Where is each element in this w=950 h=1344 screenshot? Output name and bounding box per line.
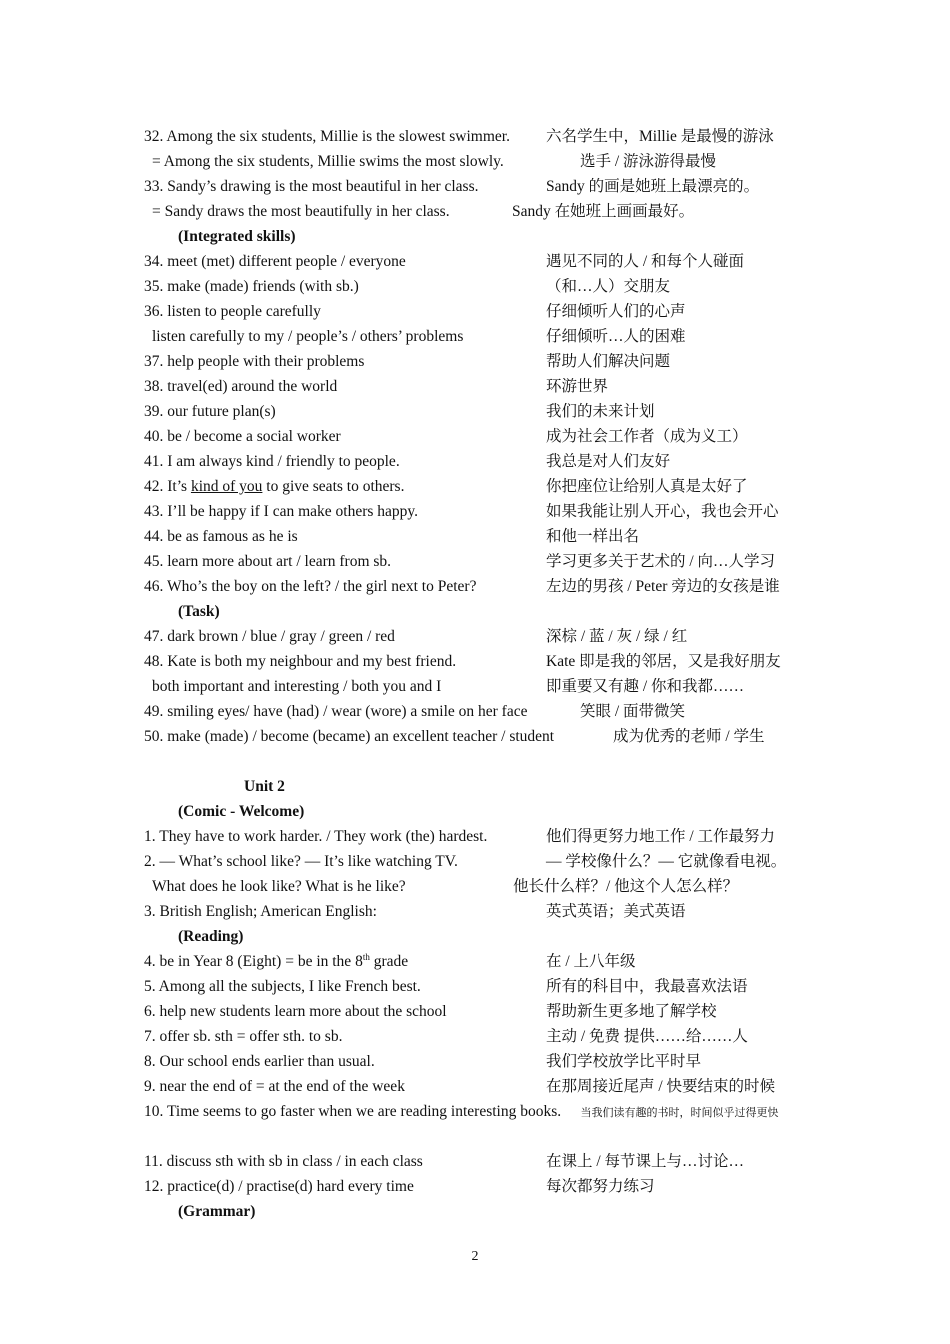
line-48-alt: both important and interesting / both you and I 即重要又有趣 / 你和我都…… <box>152 678 745 695</box>
line-u2-4: 4. be in Year 8 (Eight) = be in the 8th grade 在 / 上八年级 <box>144 951 636 970</box>
line-41: 41. I am always kind / friendly to people. 我总是对人们友好 <box>144 453 671 470</box>
page-number: 2 <box>471 1249 479 1264</box>
line-44: 44. be as famous as he is 和他一样出名 <box>144 528 640 545</box>
line-42: 42. It’s kind of you to give seats to others. 你把座位让给别人真是太好了 <box>144 478 748 495</box>
line-43: 43. I’ll be happy if I can make others happy. 如果我能让别人开心，我也会开心 <box>144 503 779 520</box>
line-49: 49. smiling eyes/ have (had) / wear (wore) a smile on her face 笑眼 / 面带微笑 <box>144 703 686 720</box>
line-34: 34. meet (met) different people / everyone 遇见不同的人 / 和每个人碰面 <box>144 253 745 270</box>
line-u2-2-alt: What does he look like? What is he like? 他长什么样？/ 他这个人怎么样？ <box>152 878 739 895</box>
line-u2-11: 11. discuss sth with sb in class / in each class 在课上 / 每节课上与…讨论… <box>144 1153 745 1170</box>
section-heading-comic-welcome: (Comic - Welcome) <box>178 803 305 820</box>
section-heading-task: (Task) <box>178 603 220 620</box>
underlined-phrase: kind of you <box>190 478 263 495</box>
line-u2-10: 10. Time seems to go faster when we are reading interesting books. 当我们读有趣的书时，时间似乎过得更快 <box>144 1103 779 1120</box>
line-33: 33. Sandy’s drawing is the most beautiful in her class. Sandy 的画是她班上最漂亮的。 <box>144 178 760 195</box>
line-u2-5: 5. Among all the subjects, I like French best. 所有的科目中，我最喜欢法语 <box>144 978 748 995</box>
section-heading-reading: (Reading) <box>178 928 244 945</box>
line-u2-8: 8. Our school ends earlier than usual. 我们学校放学比平时早 <box>144 1053 702 1070</box>
line-37: 37. help people with their problems 帮助人们解决问题 <box>144 353 671 370</box>
line-u2-1: 1. They have to work harder. / They work (the) hardest. 他们得更努力地工作 / 工作最努力 <box>144 828 776 845</box>
line-u2-7: 7. offer sb. sth = offer sth. to sb. 主动 / 免费 提供……给……人 <box>144 1028 748 1045</box>
unit-title: Unit 2 <box>244 778 285 795</box>
line-u2-12: 12. practice(d) / practise(d) hard every time 每次都努力练习 <box>144 1178 655 1195</box>
line-50: 50. make (made) / become (became) an excellent teacher / student 成为优秀的老师 / 学生 <box>144 728 765 745</box>
line-46: 46. Who’s the boy on the left? / the girl next to Peter? 左边的男孩 / Peter 旁边的女孩是谁 <box>144 578 780 595</box>
line-32-alt: = Among the six students, Millie swims the most slowly. 选手 / 游泳游得最慢 <box>152 153 717 170</box>
section-heading-grammar: (Grammar) <box>178 1203 256 1220</box>
line-39: 39. our future plan(s) 我们的未来计划 <box>144 403 655 420</box>
line-48: 48. Kate is both my neighbour and my best friend. Kate 即是我的邻居，又是我好朋友 <box>144 653 781 670</box>
line-36: 36. listen to people carefully 仔细倾听人们的心声 <box>144 303 686 320</box>
line-47: 47. dark brown / blue / gray / green / red 深棕 / 蓝 / 灰 / 绿 / 红 <box>144 628 688 645</box>
line-u2-6: 6. help new students learn more about the school 帮助新生更多地了解学校 <box>144 1003 717 1020</box>
line-u2-9: 9. near the end of = at the end of the week 在那周接近尾声 / 快要结束的时候 <box>144 1078 776 1095</box>
line-u2-2: 2. — What’s school like? — It’s like watching TV. — 学校像什么？— 它就像看电视。 <box>144 853 787 870</box>
line-35: 35. make (made) friends (with sb.) （和…人）交朋友 <box>144 278 671 295</box>
line-38: 38. travel(ed) around the world 环游世界 <box>144 378 609 395</box>
line-33-alt: = Sandy draws the most beautifully in her class. Sandy 在她班上画画最好。 <box>152 203 695 220</box>
section-heading-integrated-skills: (Integrated skills) <box>178 228 296 245</box>
line-u2-3: 3. British English; American English: 英式英语；美式英语 <box>144 903 686 920</box>
line-40: 40. be / become a social worker 成为社会工作者（成为义工） <box>144 428 748 445</box>
line-36-alt: listen carefully to my / people’s / others’ problems 仔细倾听…人的困难 <box>152 328 686 345</box>
line-45: 45. learn more about art / learn from sb. 学习更多关于艺术的 / 向…人学习 <box>144 553 776 570</box>
line-32: 32. Among the six students, Millie is the slowest swimmer. 六名学生中，Millie 是最慢的游泳 <box>144 128 774 145</box>
